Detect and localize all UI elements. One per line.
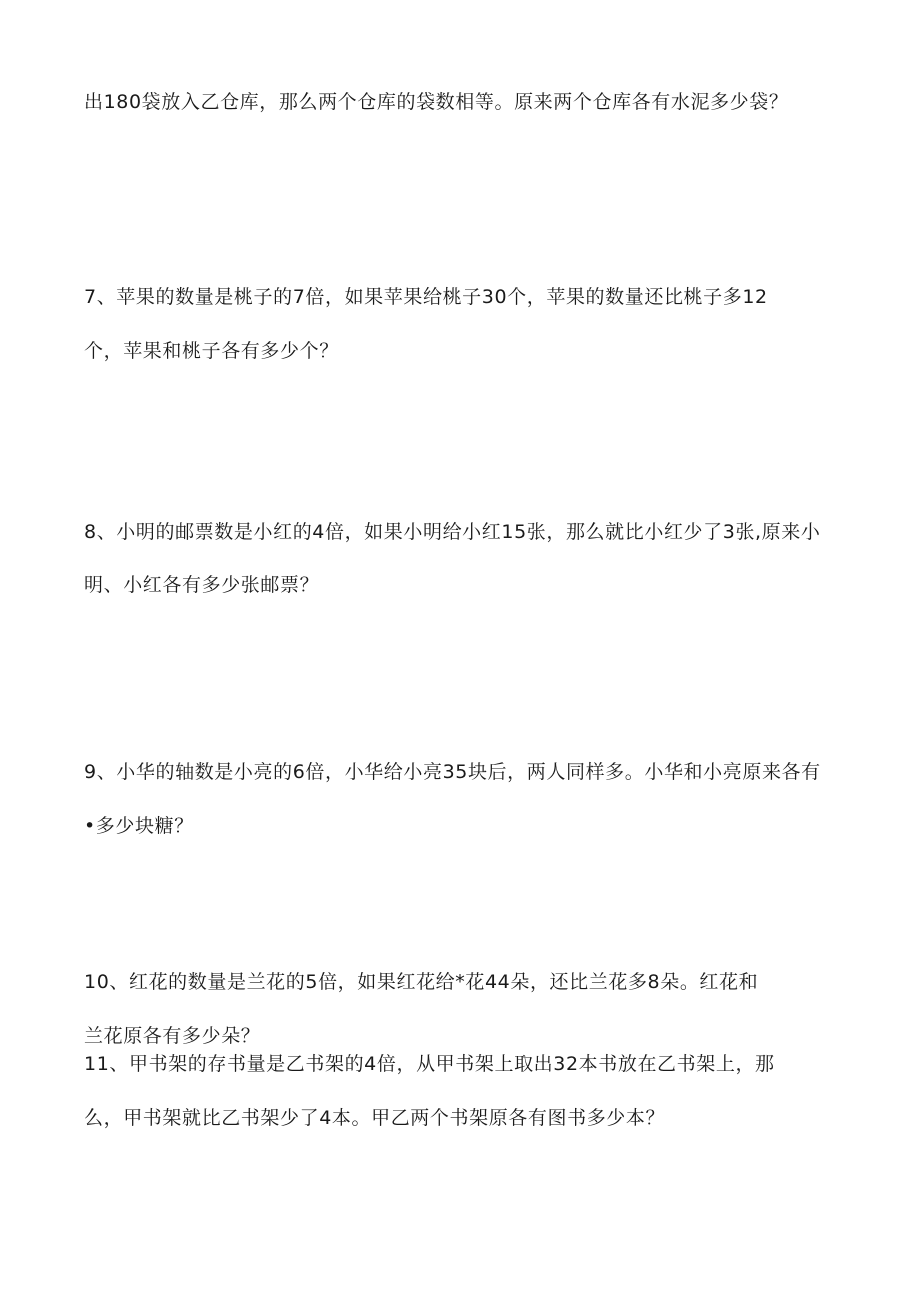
problem-6-text-line-1: 出180袋放入乙仓库，那么两个仓库的袋数相等。原来两个仓库各有水泥多少袋？: [84, 91, 789, 113]
problem-8-text-line-2: 明、小红各有多少张邮票？: [84, 574, 320, 596]
problem-11-text-line-1: 11、甲书架的存书量是乙书架的4倍，从甲书架上取出32本书放在乙书架上，那: [84, 1053, 775, 1075]
problem-11-text-line-2: 么，甲书架就比乙书架少了4本。甲乙两个书架原各有图书多少本？: [84, 1107, 666, 1129]
problem-10-text-line-1: 10、红花的数量是兰花的5倍，如果红花给*花44朵，还比兰花多8朵。红花和: [84, 971, 759, 993]
problem-9-text-line-1: 9、小华的轴数是小亮的6倍，小华给小亮35块后，两人同样多。小华和小亮原来各有: [84, 761, 821, 783]
problem-9-text-line-2: •多少块糖？: [84, 815, 194, 837]
problem-8-text-line-1: 8、小明的邮票数是小红的4倍，如果小明给小红15张，那么就比小红少了3张,原来小: [84, 521, 821, 543]
problem-7-text-line-2: 个，苹果和桃子各有多少个？: [84, 340, 339, 362]
problem-7-text-line-1: 7、苹果的数量是桃子的7倍，如果苹果给桃子30个，苹果的数量还比桃子多12: [84, 286, 768, 308]
problem-10-text-line-2: 兰花原各有多少朵？: [84, 1025, 261, 1047]
